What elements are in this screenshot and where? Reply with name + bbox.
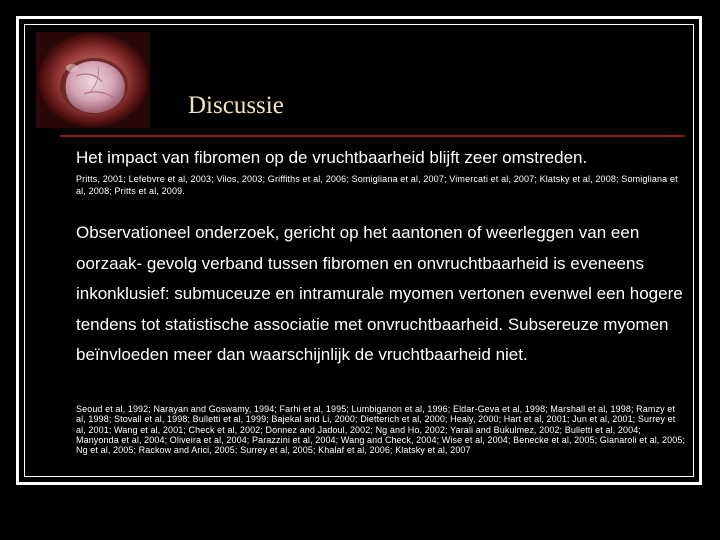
references-block-2: Seoud et al, 1992; Narayan and Goswamy, 1994; Farhi et al, 1995; Lumbiganon et al, 1996; Eldar-Geva et al, 1998; Marshall et al, 1998; Ramzy et al, 1998; Stovall et al, 1998; Bulletti et al, 1999; Bajekal and Li, 2000; Dietterich et al, 2000; Healy, 2000; Hart et al, 2001; Jun et al, 2001; Surrey et al, 2001; Wang et al, 2001; Check et al, 2002; Donnez and Jadoul, 2002; Ng and Ho, 2002; Yarali and Bukulmez, 2002; Bulletti et al, 2004; Manyonda et al, 2004; Oliveira et al, 2004; Parazzini et al, 2004; Wang and Check, 2004; Wise et al, 2004; Benecke et al, 2005; Gianaroli et al, 2005; Ng et al, 2005; Rackow and Arici, 2005; Surrey et al, 2005; Khalaf et al, 2006; Klatsky et al, 2007 xyxy=(76,404,686,456)
references-block-1: Pritts, 2001; Lefebvre et al, 2003; Vilos, 2003; Griffiths et al, 2006; Somigliana et al, 2007; Vimercati et al, 2007; Klatsky et al, 2008; Somigliana et al, 2008; Pritts et al, 2009. xyxy=(76,174,678,196)
title-divider xyxy=(60,135,685,137)
slide-title: Discussie xyxy=(188,92,284,119)
observational-research-paragraph: Observationeel onderzoek, gericht op het aantonen of weerleggen van een oorzaak- gevolg verband tussen fibromen en onvruchtbaarheid is eveneens inkonklusief: submuceuze en intramurale myomen vertonen evenwel een hogere tendens tot statistische associatie met onvruchtbaarheid. Subsereuze myomen beïnvloeden meer dan waarschijnlijk de vruchtbaarheid niet. xyxy=(76,223,683,364)
intro-statement: Het impact van fibromen op de vruchtbaarheid blijft zeer omstreden. xyxy=(76,148,588,167)
hysteroscopy-image xyxy=(36,32,150,128)
